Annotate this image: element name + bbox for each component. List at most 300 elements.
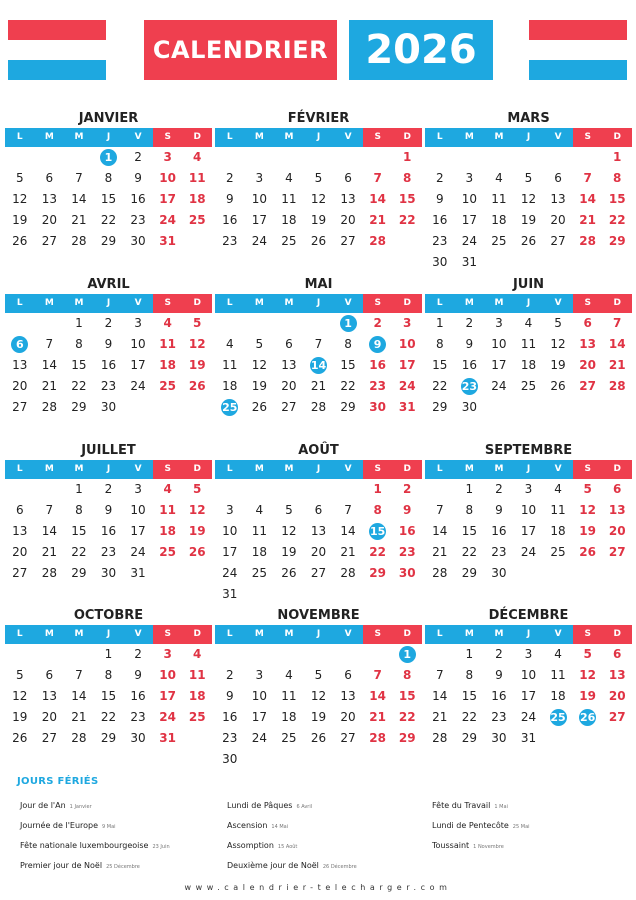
- day-cell: 27: [281, 400, 297, 414]
- day-cell: 12: [12, 689, 28, 703]
- day-cell: 25: [188, 710, 206, 724]
- holiday-item: [432, 841, 504, 850]
- weekday-label: V: [543, 460, 573, 479]
- day-cell: 5: [314, 171, 323, 185]
- day-cell: 9: [225, 192, 234, 206]
- day-grid: [425, 479, 632, 584]
- weekday-label: S: [573, 128, 603, 147]
- day-cell: 18: [188, 192, 206, 206]
- month-block: [5, 277, 212, 418]
- holiday-name: Deuxième jour de Noël: [227, 861, 319, 870]
- day-cell: 31: [130, 566, 146, 580]
- day-cell: 27: [608, 545, 626, 559]
- day-cell: 29: [461, 566, 477, 580]
- weekday-label: S: [153, 625, 183, 644]
- weekday-header: [215, 625, 422, 644]
- month-block: [425, 111, 632, 269]
- weekday-label: M: [245, 128, 275, 147]
- day-cell: 6: [15, 503, 24, 517]
- day-cell: 17: [520, 689, 537, 703]
- day-cell: 26: [12, 731, 28, 745]
- day-cell: 20: [12, 379, 28, 393]
- weekday-header: [425, 294, 632, 313]
- day-cell: 4: [285, 668, 293, 682]
- day-cell: 11: [281, 689, 297, 703]
- weekday-label: D: [182, 625, 212, 644]
- day-cell: 22: [432, 379, 448, 393]
- day-cell: 15: [340, 358, 356, 372]
- day-cell: 18: [188, 689, 206, 703]
- day-cell: 24: [520, 545, 537, 559]
- weekday-label: D: [602, 128, 632, 147]
- day-cell: 24: [222, 566, 238, 580]
- weekday-label: S: [363, 460, 393, 479]
- holiday-name: Toussaint: [432, 841, 470, 850]
- day-cell: 23: [100, 379, 117, 393]
- day-cell: 2: [104, 482, 113, 496]
- day-cell: 29: [461, 731, 477, 745]
- day-cell: 7: [583, 171, 592, 185]
- day-cell: 23: [100, 545, 117, 559]
- day-cell: 18: [281, 710, 297, 724]
- month-block: [5, 111, 212, 252]
- day-cell: 8: [344, 337, 352, 351]
- day-cell: 12: [281, 524, 297, 538]
- day-cell: 11: [188, 171, 206, 185]
- day-cell: 21: [41, 379, 57, 393]
- day-cell: 30: [100, 400, 117, 414]
- day-cell: 11: [550, 503, 566, 517]
- weekday-label: M: [35, 294, 65, 313]
- day-cell: 14: [608, 337, 626, 351]
- day-cell: 5: [285, 503, 293, 517]
- weekday-label: J: [514, 460, 544, 479]
- day-cell: 29: [71, 400, 87, 414]
- day-cell: 4: [554, 647, 562, 661]
- day-cell: 26: [281, 566, 297, 580]
- day-cell: 25: [159, 545, 176, 559]
- day-cell: 29: [100, 234, 117, 248]
- weekday-label: M: [64, 460, 94, 479]
- day-cell: 19: [310, 213, 327, 227]
- day-cell: 6: [285, 337, 293, 351]
- day-cell: 3: [255, 668, 264, 682]
- day-cell: 25: [520, 379, 537, 393]
- day-cell: 6: [613, 647, 622, 661]
- day-cell: 18: [550, 524, 566, 538]
- day-cell: 3: [403, 316, 412, 330]
- day-cell: 25: [491, 234, 507, 248]
- day-cell: 8: [465, 668, 474, 682]
- day-cell: 8: [373, 503, 382, 517]
- holiday-item: [227, 821, 288, 830]
- day-cell: 27: [340, 731, 356, 745]
- day-cell: 13: [608, 668, 626, 682]
- day-cell: 2: [225, 668, 234, 682]
- holiday-day: 25: [222, 401, 238, 414]
- day-cell: 16: [432, 213, 448, 227]
- day-grid: [5, 313, 212, 418]
- weekday-label: J: [94, 460, 124, 479]
- day-cell: 30: [398, 566, 416, 580]
- month-block: [5, 443, 212, 584]
- day-grid: [215, 644, 422, 766]
- day-cell: 9: [435, 192, 444, 206]
- day-cell: 22: [340, 379, 356, 393]
- day-cell: 23: [491, 545, 507, 559]
- day-cell: 10: [251, 192, 267, 206]
- weekday-label: M: [274, 128, 304, 147]
- day-cell: 5: [583, 482, 592, 496]
- day-cell: 2: [435, 171, 444, 185]
- day-cell: 30: [491, 731, 507, 745]
- day-cell: 16: [130, 192, 146, 206]
- day-cell: 15: [71, 358, 87, 372]
- day-cell: 14: [432, 689, 448, 703]
- day-cell: 4: [193, 150, 202, 164]
- day-cell: 13: [340, 689, 356, 703]
- day-cell: 12: [188, 503, 206, 517]
- holiday-date: 25 Mai: [512, 824, 530, 830]
- day-cell: 26: [188, 545, 206, 559]
- day-grid: [425, 644, 632, 749]
- weekday-label: D: [602, 625, 632, 644]
- day-cell: 12: [12, 192, 28, 206]
- day-cell: 21: [432, 710, 448, 724]
- day-cell: 18: [222, 379, 238, 393]
- day-cell: 30: [222, 752, 238, 766]
- month-name: AOÛT: [298, 443, 339, 458]
- day-cell: 30: [369, 400, 386, 414]
- day-cell: 10: [461, 192, 477, 206]
- holiday-date: 1 Mai: [494, 804, 508, 810]
- weekday-label: S: [573, 460, 603, 479]
- weekday-label: M: [245, 625, 275, 644]
- day-cell: 28: [41, 566, 57, 580]
- holiday-item: [227, 861, 357, 870]
- day-cell: 30: [130, 234, 146, 248]
- day-cell: 28: [608, 379, 626, 393]
- day-cell: 9: [225, 689, 234, 703]
- weekday-label: J: [304, 128, 334, 147]
- day-cell: 10: [520, 668, 537, 682]
- day-cell: 23: [130, 213, 146, 227]
- day-cell: 19: [550, 358, 566, 372]
- day-cell: 18: [159, 358, 176, 372]
- day-cell: 2: [225, 171, 234, 185]
- day-cell: 3: [163, 150, 172, 164]
- day-cell: 2: [134, 647, 142, 661]
- day-cell: 16: [130, 689, 146, 703]
- weekday-label: D: [392, 128, 422, 147]
- weekday-label: D: [182, 128, 212, 147]
- day-cell: 18: [491, 213, 507, 227]
- day-cell: 10: [159, 171, 176, 185]
- day-cell: 27: [41, 234, 57, 248]
- day-cell: 8: [104, 171, 113, 185]
- day-cell: 26: [550, 379, 566, 393]
- weekday-label: J: [94, 128, 124, 147]
- weekday-label: L: [215, 460, 245, 479]
- day-cell: 6: [344, 668, 352, 682]
- day-cell: 13: [340, 192, 356, 206]
- day-cell: 13: [550, 192, 566, 206]
- holiday-day: 1: [94, 147, 124, 168]
- day-cell: 25: [550, 545, 566, 559]
- day-cell: 24: [159, 213, 176, 227]
- day-cell: 13: [608, 503, 626, 517]
- day-cell: 21: [369, 213, 386, 227]
- weekday-label: D: [392, 625, 422, 644]
- day-cell: 20: [579, 358, 596, 372]
- day-cell: 16: [369, 358, 386, 372]
- day-cell: 21: [579, 213, 596, 227]
- weekday-label: V: [123, 460, 153, 479]
- day-cell: 7: [314, 337, 323, 351]
- day-cell: 21: [608, 358, 626, 372]
- day-cell: 4: [255, 503, 264, 517]
- day-cell: 20: [310, 545, 327, 559]
- day-cell: 11: [491, 192, 507, 206]
- day-cell: 9: [134, 668, 142, 682]
- day-cell: 22: [71, 545, 87, 559]
- month-block: [215, 608, 422, 766]
- day-cell: 14: [71, 689, 87, 703]
- day-cell: 19: [251, 379, 267, 393]
- day-cell: 29: [369, 566, 386, 580]
- holiday-date: 14 Mai: [271, 824, 289, 830]
- day-cell: 13: [41, 689, 57, 703]
- day-cell: 7: [373, 668, 382, 682]
- day-cell: 28: [369, 731, 386, 745]
- day-cell: 6: [554, 171, 562, 185]
- day-cell: 11: [159, 503, 176, 517]
- weekday-label: D: [392, 294, 422, 313]
- day-cell: 11: [550, 668, 566, 682]
- day-cell: 23: [222, 731, 238, 745]
- day-cell: 8: [75, 503, 83, 517]
- day-cell: 19: [579, 524, 596, 538]
- month-name: DÉCEMBRE: [488, 608, 569, 623]
- day-cell: 10: [398, 337, 416, 351]
- day-cell: 16: [491, 524, 507, 538]
- day-cell: 20: [608, 524, 626, 538]
- day-cell: 3: [134, 316, 142, 330]
- weekday-label: L: [5, 460, 35, 479]
- day-cell: 8: [613, 171, 622, 185]
- day-cell: 6: [344, 171, 352, 185]
- day-cell: 11: [520, 337, 537, 351]
- day-cell: 29: [608, 234, 626, 248]
- day-grid: [215, 313, 422, 418]
- day-cell: 4: [524, 316, 533, 330]
- day-cell: 21: [340, 545, 356, 559]
- weekday-label: M: [35, 625, 65, 644]
- day-cell: 12: [310, 192, 327, 206]
- day-cell: 19: [520, 213, 537, 227]
- weekday-label: M: [35, 128, 65, 147]
- day-cell: 19: [281, 545, 297, 559]
- day-cell: 1: [75, 482, 83, 496]
- month-block: [215, 443, 422, 601]
- day-cell: 16: [100, 524, 117, 538]
- day-cell: 24: [159, 710, 176, 724]
- month-block: [5, 608, 212, 749]
- holiday-date: 1 Janvier: [69, 804, 92, 810]
- day-cell: 15: [608, 192, 626, 206]
- weekday-header: [425, 460, 632, 479]
- day-grid: [5, 644, 212, 749]
- month-name: NOVEMBRE: [277, 608, 360, 623]
- day-cell: 28: [41, 400, 57, 414]
- day-cell: 1: [613, 150, 622, 164]
- day-cell: 12: [579, 668, 596, 682]
- day-cell: 5: [554, 316, 562, 330]
- holiday-date: 25 Décembre: [106, 864, 140, 870]
- weekday-label: D: [392, 460, 422, 479]
- weekday-label: V: [333, 625, 363, 644]
- day-cell: 25: [159, 379, 176, 393]
- day-cell: 13: [41, 192, 57, 206]
- weekday-label: V: [333, 128, 363, 147]
- day-cell: 7: [344, 503, 352, 517]
- day-cell: 22: [398, 710, 416, 724]
- day-cell: 7: [373, 171, 382, 185]
- day-cell: 21: [71, 213, 87, 227]
- day-cell: 7: [45, 503, 54, 517]
- holiday-item: [227, 801, 312, 810]
- month-name: MAI: [304, 277, 333, 292]
- day-cell: 8: [75, 337, 83, 351]
- day-cell: 21: [432, 545, 448, 559]
- holiday-day: 6: [5, 334, 35, 355]
- day-cell: 15: [100, 192, 117, 206]
- day-cell: 15: [398, 192, 416, 206]
- day-cell: 20: [608, 689, 626, 703]
- day-cell: 27: [579, 379, 596, 393]
- month-block: [215, 277, 422, 418]
- weekday-label: S: [363, 294, 393, 313]
- day-cell: 20: [41, 710, 57, 724]
- day-cell: 13: [281, 358, 297, 372]
- day-cell: 28: [71, 234, 87, 248]
- day-cell: 26: [188, 379, 206, 393]
- day-cell: 5: [314, 668, 323, 682]
- weekday-label: M: [484, 294, 514, 313]
- day-cell: 23: [432, 234, 448, 248]
- day-cell: 9: [403, 503, 412, 517]
- day-cell: 22: [71, 379, 87, 393]
- day-cell: 17: [251, 213, 267, 227]
- weekday-label: D: [602, 460, 632, 479]
- day-cell: 2: [495, 647, 503, 661]
- day-cell: 13: [12, 524, 28, 538]
- day-cell: 2: [134, 150, 142, 164]
- day-grid: [215, 147, 422, 252]
- holiday-item: [432, 821, 530, 830]
- day-cell: 13: [579, 337, 596, 351]
- weekday-label: M: [35, 460, 65, 479]
- holiday-name: Journée de l'Europe: [20, 821, 99, 830]
- holiday-date: 1 Novembre: [473, 844, 504, 850]
- month-name: SEPTEMBRE: [484, 443, 573, 458]
- day-cell: 27: [550, 234, 566, 248]
- day-cell: 25: [188, 213, 206, 227]
- day-cell: 25: [281, 234, 297, 248]
- day-cell: 10: [222, 524, 238, 538]
- weekday-label: L: [5, 625, 35, 644]
- holiday-date: 26 Décembre: [322, 864, 357, 870]
- month-name: FÉVRIER: [287, 111, 350, 126]
- day-cell: 9: [134, 171, 142, 185]
- day-cell: 15: [398, 689, 416, 703]
- day-cell: 3: [524, 482, 533, 496]
- day-cell: 25: [251, 566, 267, 580]
- holiday-name: Fête du Travail: [432, 801, 491, 810]
- month-name: JUILLET: [81, 443, 136, 458]
- calendar-year: 2026: [349, 20, 493, 80]
- day-cell: 19: [12, 710, 28, 724]
- day-cell: 8: [435, 337, 444, 351]
- day-cell: 19: [188, 358, 206, 372]
- holiday-date: 6 Avril: [296, 804, 313, 810]
- day-cell: 13: [310, 524, 327, 538]
- day-cell: 10: [491, 337, 507, 351]
- day-cell: 31: [159, 234, 176, 248]
- day-cell: 24: [130, 379, 146, 393]
- day-cell: 28: [369, 234, 386, 248]
- day-cell: 23: [222, 234, 238, 248]
- day-cell: 11: [159, 337, 176, 351]
- month-name: AVRIL: [87, 277, 130, 292]
- day-cell: 21: [310, 379, 327, 393]
- day-cell: 4: [193, 647, 202, 661]
- weekday-header: [5, 128, 212, 147]
- holiday-day: 9: [363, 334, 393, 355]
- day-cell: 9: [104, 337, 113, 351]
- day-cell: 29: [100, 731, 117, 745]
- month-name: JUIN: [512, 277, 545, 292]
- day-cell: 4: [554, 482, 562, 496]
- day-cell: 9: [104, 503, 113, 517]
- day-cell: 30: [461, 400, 477, 414]
- day-cell: 27: [41, 731, 57, 745]
- day-cell: 18: [520, 358, 537, 372]
- weekday-header: [215, 460, 422, 479]
- day-cell: 29: [432, 400, 448, 414]
- day-cell: 1: [435, 316, 444, 330]
- weekday-header: [5, 625, 212, 644]
- footer-url: www.calendrier-telecharger.com: [184, 883, 452, 892]
- holiday-name: Lundi de Pentecôte: [432, 821, 509, 830]
- day-cell: 17: [130, 524, 146, 538]
- holiday-day: 25: [550, 711, 566, 724]
- day-cell: 1: [465, 482, 474, 496]
- day-cell: 6: [45, 668, 54, 682]
- weekday-label: M: [245, 294, 275, 313]
- day-cell: 3: [134, 482, 142, 496]
- day-cell: 31: [398, 400, 416, 414]
- day-cell: 8: [403, 171, 412, 185]
- day-cell: 27: [12, 566, 28, 580]
- day-cell: 30: [491, 566, 507, 580]
- holiday-date: 15 Août: [277, 844, 298, 850]
- day-cell: 22: [608, 213, 626, 227]
- day-cell: 26: [310, 731, 327, 745]
- day-cell: 27: [608, 710, 626, 724]
- day-cell: 5: [524, 171, 533, 185]
- day-cell: 4: [163, 316, 172, 330]
